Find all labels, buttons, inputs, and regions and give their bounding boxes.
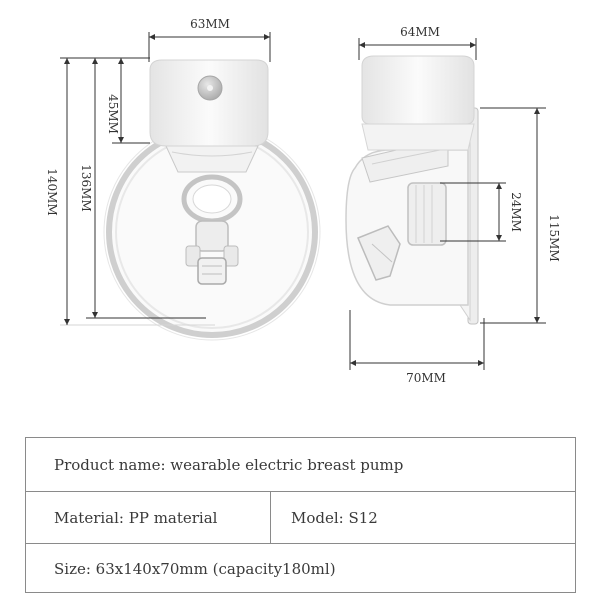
front-body-height-label: 136MM [79,164,93,212]
side-depth-label: 70MM [406,371,446,385]
spec-row-size [26,543,575,593]
side-depth-dimension [350,310,484,370]
side-height-label: 115MM [547,214,561,262]
front-width-dimension [149,32,270,62]
front-width-label: 63MM [190,17,230,31]
spec-row-product-name [26,438,575,491]
front-motor-unit [150,60,268,146]
front-view-pump [104,60,320,340]
front-valve [196,221,228,251]
material-cell: Material: PP material [54,508,218,527]
spec-table [25,437,576,593]
table-divider [270,492,271,543]
model-cell: Model: S12 [291,508,378,527]
side-nipple-tunnel [408,183,446,245]
front-total-height-label: 140MM [45,168,59,216]
side-view-pump [346,56,478,324]
spec-row-material-model [26,491,575,543]
product-name-cell: Product name: wearable electric breast pump [54,455,404,474]
front-motor-height-label: 45MM [106,94,120,134]
side-motor-unit [362,56,474,124]
size-cell: Size: 63x140x70mm (capacity180ml) [54,559,336,578]
side-width-label: 64MM [400,25,440,39]
side-nipple-label: 24MM [509,192,523,232]
